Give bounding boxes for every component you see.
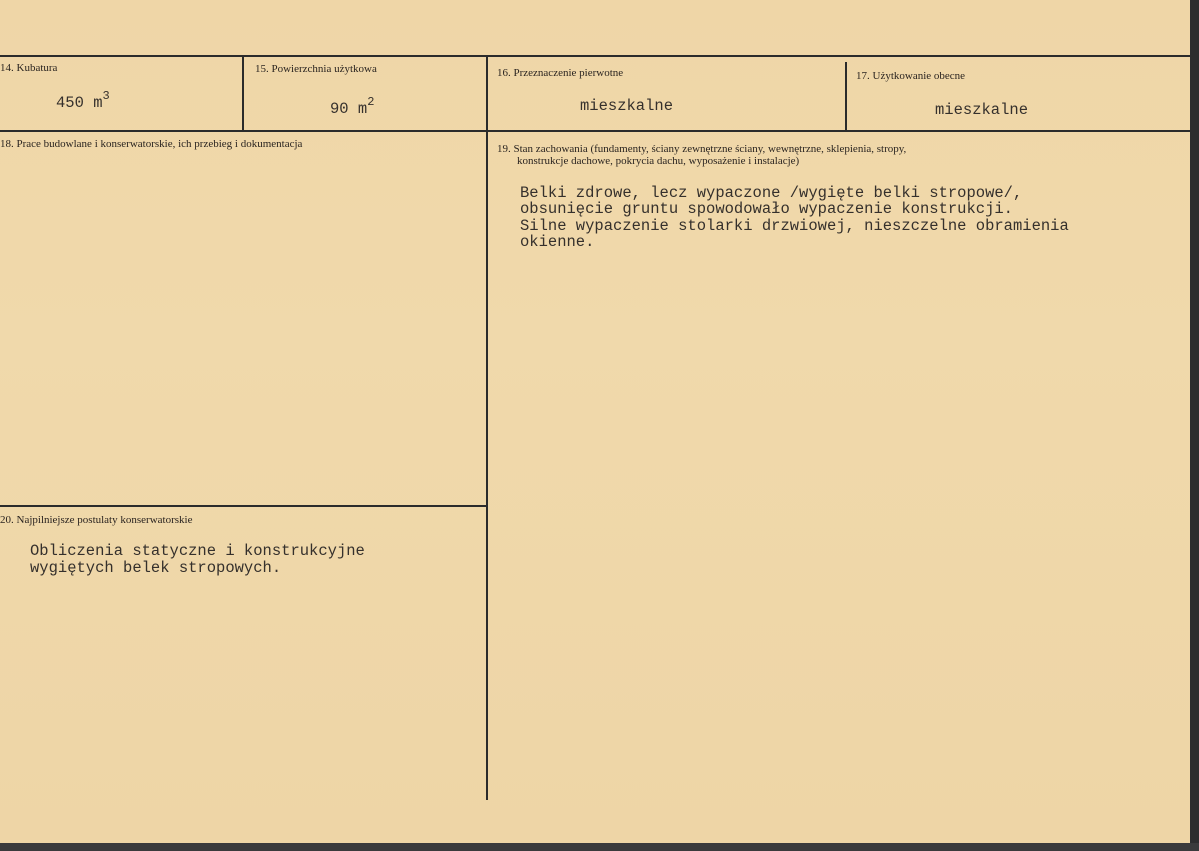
divider-14-15 <box>242 55 244 132</box>
przeznaczenie-value: mieszkalne <box>580 97 674 115</box>
powierzchnia-value <box>330 94 374 117</box>
row1-bottom-rule <box>0 130 1190 132</box>
przeznaczenie-label: 16. Przeznaczenie pierwotne <box>497 67 624 79</box>
stan-label-line2: konstrukcje dachowe, pokrycia dachu, wyposażenie i instalacje) <box>517 155 800 167</box>
kubatura-value <box>56 88 110 111</box>
postulaty-line-2: wygiętych belek stropowych. <box>30 559 282 577</box>
kubatura-label: 14. Kubatura <box>0 62 58 74</box>
stan-line-1: Belki zdrowe, lecz wypaczone /wygięte belki stropowe/, <box>520 184 1023 202</box>
divider-main <box>486 55 488 800</box>
postulaty-label: 20. Najpilniejsze postulaty konserwatorskie <box>0 514 193 526</box>
scan-edge-bottom <box>0 843 1199 851</box>
stan-line-2: obsunięcie gruntu spowodowało wypaczenie konstrukcji. <box>520 200 1013 218</box>
powierzchnia-number: 90 m <box>330 100 368 118</box>
stan-label-line1: 19. Stan zachowania (fundamenty, ściany zewnętrzne ściany, wewnętrzne, sklepienia, stropy, <box>497 143 907 155</box>
kubatura-number: 450 m <box>56 94 103 112</box>
stan-line-4: okienne. <box>520 233 595 251</box>
prace-label: 18. Prace budowlane i konserwatorskie, ich przebieg i dokumentacja <box>0 138 303 150</box>
section18-bottom-rule <box>0 505 488 507</box>
postulaty-line-1: Obliczenia statyczne i konstrukcyjne <box>30 542 365 560</box>
uzytkowanie-value: mieszkalne <box>935 101 1029 119</box>
divider-16-17 <box>845 62 847 132</box>
top-rule <box>0 55 1190 57</box>
scan-edge-right <box>1190 0 1199 851</box>
powierzchnia-unit-exponent: 2 <box>367 95 375 109</box>
uzytkowanie-label: 17. Użytkowanie obecne <box>856 70 966 82</box>
powierzchnia-label: 15. Powierzchnia użytkowa <box>255 63 377 75</box>
stan-line-3: Silne wypaczenie stolarki drzwiowej, nieszczelne obramienia <box>520 217 1069 235</box>
kubatura-unit-exponent: 3 <box>102 89 110 103</box>
